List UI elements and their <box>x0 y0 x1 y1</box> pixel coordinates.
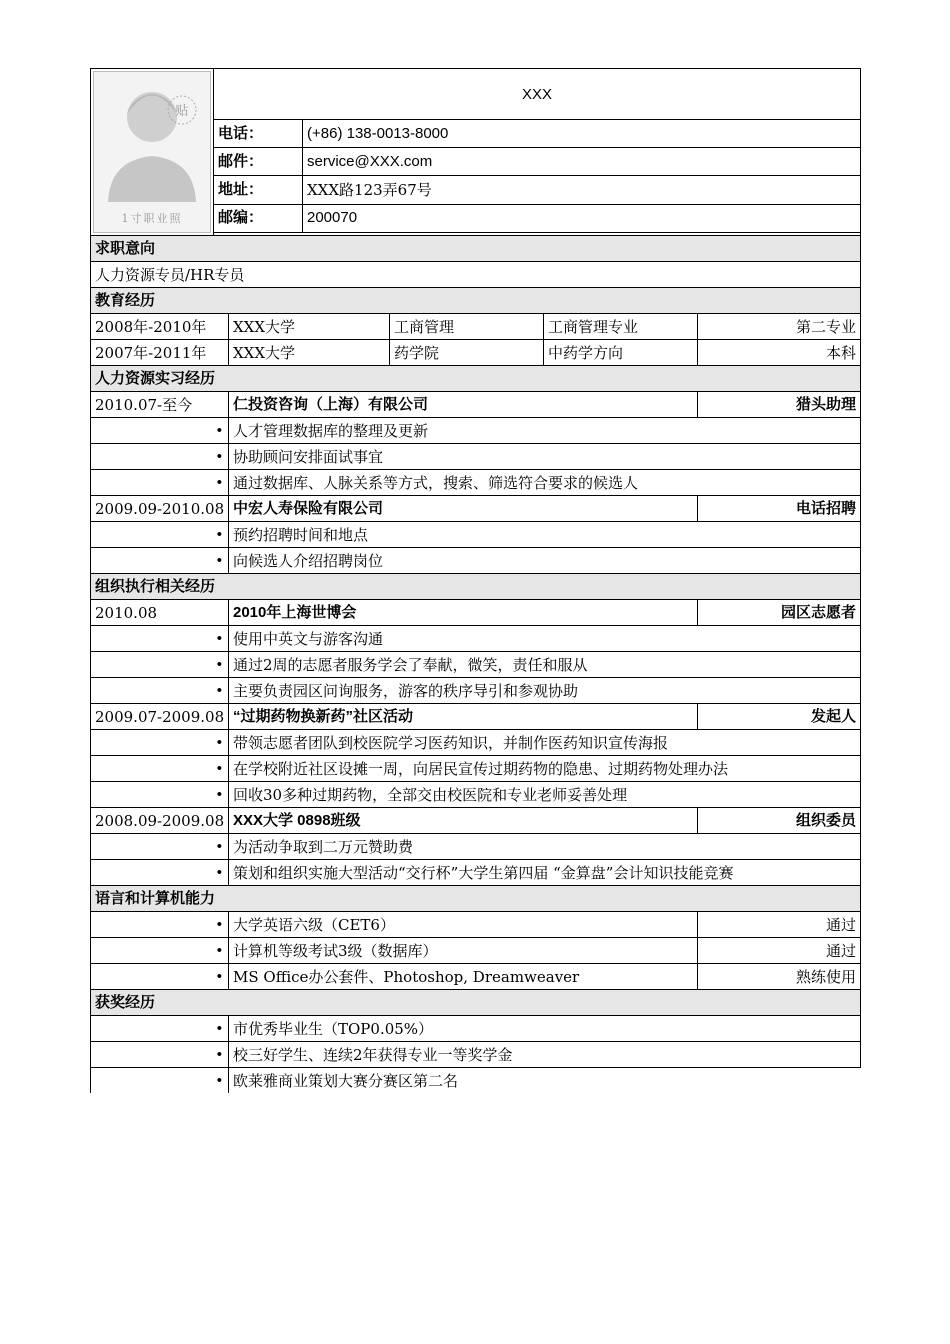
list-item <box>91 1042 861 1068</box>
bullet: • <box>91 834 229 860</box>
exp-org: “过期药物换新药”社区活动 <box>229 704 698 730</box>
list-item <box>91 834 861 860</box>
photo-caption: 1寸职业照 <box>121 212 183 225</box>
person-silhouette-icon <box>94 72 210 232</box>
bullet: • <box>91 626 229 652</box>
section-title-skills: 语言和计算机能力 <box>91 886 861 912</box>
bullet: • <box>91 444 229 470</box>
bullet: • <box>91 1016 229 1042</box>
phone-value: (+86) 138-0013-8000 <box>303 120 861 148</box>
award-item: 市优秀毕业生（TOP0.05%） <box>229 1016 861 1042</box>
objective-value: 人力资源专员/HR专员 <box>91 262 861 288</box>
list-item <box>91 652 861 678</box>
bullet: • <box>91 912 229 938</box>
edu-college: 工商管理 <box>390 314 544 340</box>
edu-school: XXX大学 <box>229 340 390 366</box>
experience-header-row <box>91 704 861 730</box>
list-item-text: 带领志愿者团队到校医院学习医药知识，并制作医药知识宣传海报 <box>229 730 861 756</box>
list-item <box>91 418 861 444</box>
list-item-text: 策划和组织实施大型活动“交行杯”大学生第四届 “金算盘”会计知识技能竞赛 <box>229 860 861 886</box>
skill-row <box>91 964 861 990</box>
photo-cell <box>91 69 214 236</box>
edu-period: 2008年-2010年 <box>91 314 229 340</box>
edu-degree: 第二专业 <box>698 314 861 340</box>
list-item-text: 在学校附近社区设摊一周，向居民宣传过期药物的隐患、过期药物处理办法 <box>229 756 861 782</box>
bullet: • <box>91 678 229 704</box>
list-item-text: 向候选人介绍招聘岗位 <box>229 548 861 574</box>
list-item <box>91 730 861 756</box>
exp-org: 仁投资咨询（上海）有限公司 <box>229 392 698 418</box>
skill-level: 熟练使用 <box>698 964 861 990</box>
award-item: 校三好学生、连续2年获得专业一等奖学金 <box>229 1042 861 1068</box>
award-item: 欧莱雅商业策划大赛分赛区第二名 <box>229 1068 861 1094</box>
edu-major: 工商管理专业 <box>544 314 698 340</box>
list-item-text: 通过2周的志愿者服务学会了奉献，微笑，责任和服从 <box>229 652 861 678</box>
exp-role: 猎头助理 <box>698 392 861 418</box>
skill-item: 大学英语六级（CET6） <box>229 912 698 938</box>
list-item <box>91 1068 861 1094</box>
list-item <box>91 626 861 652</box>
list-item-text: 人才管理数据库的整理及更新 <box>229 418 861 444</box>
section-title-education: 教育经历 <box>91 288 861 314</box>
bullet: • <box>91 1042 229 1068</box>
skill-row <box>91 938 861 964</box>
bullet: • <box>91 1068 229 1094</box>
email-label: 邮件： <box>214 148 303 176</box>
bullet: • <box>91 548 229 574</box>
exp-role: 电话招聘 <box>698 496 861 522</box>
bullet: • <box>91 938 229 964</box>
list-item-text: 回收30多种过期药物，全部交由校医院和专业老师妥善处理 <box>229 782 861 808</box>
address-label: 地址： <box>214 176 303 205</box>
list-item-text: 通过数据库、人脉关系等方式，搜索、筛选符合要求的候选人 <box>229 470 861 496</box>
zip-label: 邮编： <box>214 204 303 232</box>
exp-org: 2010年上海世博会 <box>229 600 698 626</box>
skill-item: MS Office办公套件、Photoshop, Dreamweaver <box>229 964 698 990</box>
experience-header-row <box>91 600 861 626</box>
section-title-hr-internship: 人力资源实习经历 <box>91 366 861 392</box>
list-item-text: 使用中英文与游客沟通 <box>229 626 861 652</box>
exp-role: 组织委员 <box>698 808 861 834</box>
email-value: service@XXX.com <box>303 148 861 176</box>
list-item-text: 为活动争取到二万元赞助费 <box>229 834 861 860</box>
edu-degree: 本科 <box>698 340 861 366</box>
list-item <box>91 1016 861 1042</box>
list-item-text: 预约招聘时间和地点 <box>229 522 861 548</box>
bullet: • <box>91 860 229 886</box>
phone-label: 电话： <box>214 120 303 148</box>
exp-org: XXX大学 0898班级 <box>229 808 698 834</box>
candidate-name: XXX <box>214 69 861 120</box>
exp-org: 中宏人寿保险有限公司 <box>229 496 698 522</box>
list-item <box>91 522 861 548</box>
edu-major: 中药学方向 <box>544 340 698 366</box>
bullet: • <box>91 652 229 678</box>
section-title-awards: 获奖经历 <box>91 990 861 1016</box>
exp-period: 2009.09-2010.08 <box>91 496 229 522</box>
list-item <box>91 782 861 808</box>
photo-stamp: 贴 <box>175 104 189 119</box>
bullet: • <box>91 522 229 548</box>
edu-school: XXX大学 <box>229 314 390 340</box>
edu-college: 药学院 <box>390 340 544 366</box>
experience-header-row <box>91 496 861 522</box>
exp-period: 2009.07-2009.08 <box>91 704 229 730</box>
list-item-text: 协助顾问安排面试事宜 <box>229 444 861 470</box>
experience-header-row <box>91 392 861 418</box>
bullet: • <box>91 470 229 496</box>
skill-level: 通过 <box>698 938 861 964</box>
exp-period: 2010.08 <box>91 600 229 626</box>
list-item <box>91 470 861 496</box>
bullet: • <box>91 418 229 444</box>
skill-item: 计算机等级考试3级（数据库） <box>229 938 698 964</box>
skill-row <box>91 912 861 938</box>
education-row <box>91 340 861 366</box>
bullet: • <box>91 964 229 990</box>
experience-header-row <box>91 808 861 834</box>
exp-period: 2010.07-至今 <box>91 392 229 418</box>
edu-period: 2007年-2011年 <box>91 340 229 366</box>
bullet: • <box>91 730 229 756</box>
address-value: XXX路123弄67号 <box>303 176 861 205</box>
section-title-objective: 求职意向 <box>91 236 861 262</box>
list-item <box>91 548 861 574</box>
skill-level: 通过 <box>698 912 861 938</box>
bullet: • <box>91 756 229 782</box>
list-item <box>91 756 861 782</box>
exp-role: 园区志愿者 <box>698 600 861 626</box>
education-row <box>91 314 861 340</box>
section-title-org-experience: 组织执行相关经历 <box>91 574 861 600</box>
zip-value: 200070 <box>303 204 861 232</box>
list-item <box>91 860 861 886</box>
resume-page <box>90 68 860 1093</box>
resume-table <box>90 68 861 1093</box>
list-item <box>91 444 861 470</box>
list-item-text: 主要负责园区问询服务，游客的秩序导引和参观协助 <box>229 678 861 704</box>
exp-period: 2008.09-2009.08 <box>91 808 229 834</box>
list-item <box>91 678 861 704</box>
bullet: • <box>91 782 229 808</box>
exp-role: 发起人 <box>698 704 861 730</box>
photo-placeholder <box>93 71 211 233</box>
